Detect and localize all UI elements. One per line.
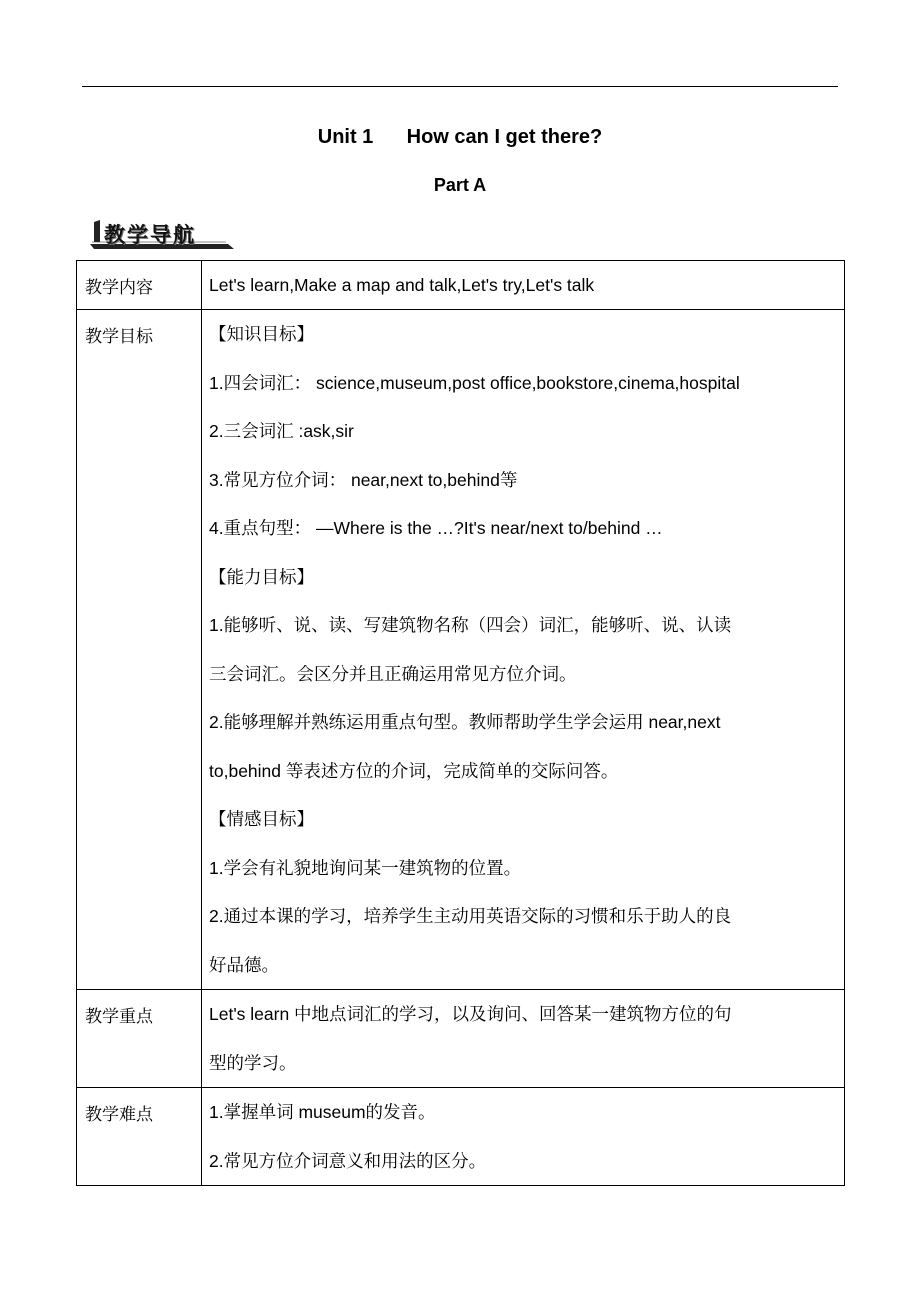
- objective-line: 好品德。: [209, 954, 279, 975]
- objective-line: 2.通过本课的学习，培养学生主动用英语交际的习惯和乐于助人的良: [209, 906, 732, 926]
- row-label: 教学内容: [77, 261, 202, 310]
- objective-heading: 【知识目标】: [209, 324, 314, 344]
- content-line: Let's learn,Make a map and talk,Let's try,Let's talk: [209, 275, 595, 295]
- objective-line: 1.学会有礼貌地询问某一建筑物的位置。: [209, 857, 522, 878]
- content-line: 型的学习。: [209, 1052, 297, 1073]
- objective-line: 三会词汇。会区分并且正确运用常见方位介词。: [209, 663, 577, 684]
- content-line: 2.常见方位介词意义和用法的区分。: [209, 1150, 487, 1171]
- section-badge: [88, 216, 234, 250]
- unit-title: Unit 1 How can I get there?: [317, 126, 603, 148]
- objective-line: 3.常见方位介词： near,next to,behind等: [209, 469, 518, 490]
- objective-line: 2.三会词汇 :ask,sir: [209, 421, 354, 441]
- table-row-difficulties: [77, 1088, 845, 1186]
- row-content-cell: [202, 261, 845, 310]
- row-label: 教学重点: [77, 990, 202, 1088]
- objective-heading: 【能力目标】: [209, 566, 314, 587]
- content-line: Let's learn 中地点词汇的学习，以及询问、回答某一建筑物方位的句: [209, 1004, 732, 1024]
- section-badge-text: 教学导航: [104, 223, 196, 247]
- table-row-content: [77, 261, 845, 310]
- content-line: 1.掌握单词 museum的发音。: [209, 1102, 436, 1122]
- row-content-cell: [202, 310, 845, 990]
- header-rule: [82, 86, 838, 87]
- objective-line: to,behind 等表述方位的介词，完成简单的交际问答。: [209, 760, 619, 781]
- row-content-cell: [202, 1088, 845, 1186]
- row-content-cell: [202, 990, 845, 1088]
- objective-line: 1.能够听、说、读、写建筑物名称（四会）词汇，能够听、说、认读: [209, 615, 732, 635]
- table-row-key-points: [77, 990, 845, 1088]
- row-label: 教学难点: [77, 1088, 202, 1186]
- lesson-plan-table: [76, 260, 845, 1186]
- objective-line: 2.能够理解并熟练运用重点句型。教师帮助学生学会运用 near,next: [209, 712, 721, 732]
- part-subtitle: Part A: [433, 175, 487, 195]
- row-label: 教学目标: [77, 310, 202, 990]
- objective-heading: 【情感目标】: [209, 809, 314, 829]
- objective-line: 4.重点句型： —Where is the …?It's near/next to/behind …: [209, 518, 663, 538]
- table-row-objectives: [77, 310, 845, 990]
- objective-line: 1.四会词汇： science,museum,post office,bookstore,cinema,hospital: [209, 372, 740, 393]
